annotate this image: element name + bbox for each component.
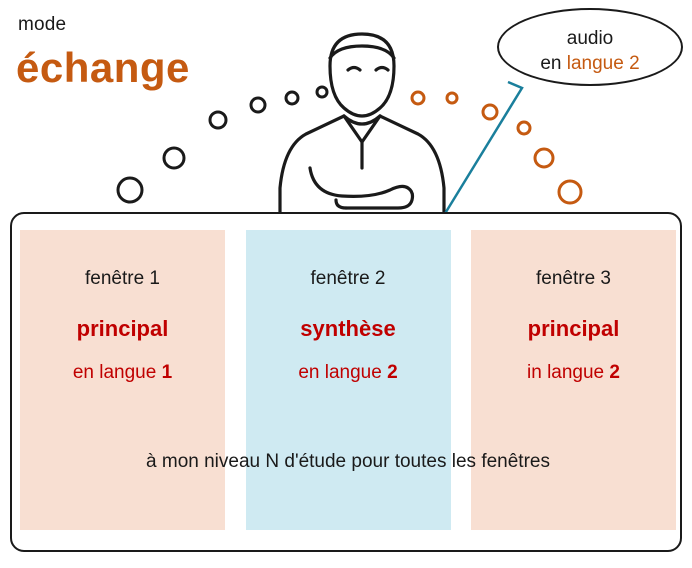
window-2-title: fenêtre 2 bbox=[310, 268, 386, 289]
speech-bubble bbox=[497, 8, 683, 86]
window-3-language-number: 2 bbox=[609, 362, 620, 383]
mode-label: mode bbox=[18, 14, 67, 35]
window-3-language-lead: in langue bbox=[527, 362, 610, 383]
bubble-line-2-prefix: en bbox=[540, 53, 567, 74]
windows-panel bbox=[10, 212, 682, 552]
windows-columns bbox=[20, 230, 676, 530]
window-1-title: fenêtre 1 bbox=[85, 268, 160, 289]
window-1-language bbox=[20, 362, 225, 384]
window-2-language bbox=[246, 362, 451, 384]
page-title: échange bbox=[16, 44, 190, 91]
bubble-line-1: audio bbox=[566, 28, 614, 49]
speech-bubble-text bbox=[497, 26, 683, 76]
bubble-line-2 bbox=[497, 51, 683, 76]
window-column-2[interactable] bbox=[246, 230, 451, 530]
window-3-role: principal bbox=[527, 316, 620, 341]
window-3-title: fenêtre 3 bbox=[536, 268, 611, 289]
window-1-role: principal bbox=[76, 316, 169, 341]
window-2-language-lead: en langue bbox=[298, 362, 388, 383]
panel-footer-note: à mon niveau N d'étude pour toutes les fenêtres bbox=[146, 451, 550, 472]
person-illustration bbox=[252, 18, 472, 218]
bubble-line-2-accent: langue 2 bbox=[566, 53, 640, 74]
window-2-role: synthèse bbox=[300, 316, 396, 341]
window-column-3[interactable] bbox=[471, 230, 676, 530]
window-1-language-number: 1 bbox=[161, 362, 173, 383]
window-3-language bbox=[471, 362, 676, 384]
window-column-1[interactable] bbox=[20, 230, 225, 530]
window-1-language-lead: en langue bbox=[72, 362, 162, 383]
window-2-language-number: 2 bbox=[387, 362, 398, 383]
